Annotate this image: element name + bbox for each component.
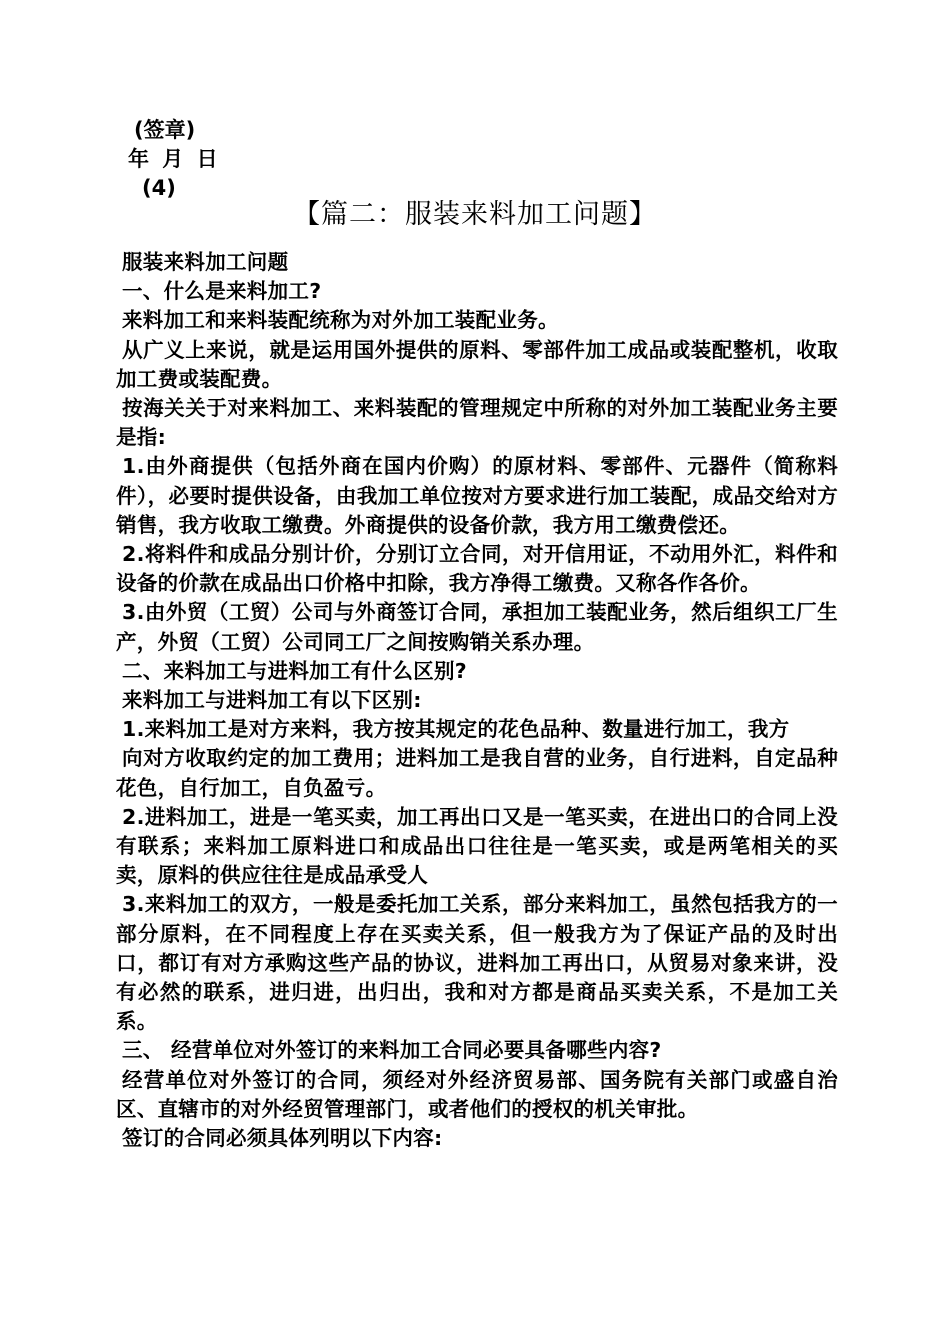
paragraph-doc-title: 服装来料加工问题 [122,250,289,274]
paragraph: 从广义上来说，就是运用国外提供的原料、零部件加工成品或装配整机，收取加工费或装配费。 [116,337,838,391]
date-label: 年 月 日 [128,147,218,171]
paragraph: 来料加工和来料装配统称为对外加工装配业务。 [122,308,559,333]
item-number: (4) [142,176,176,200]
list-item: 3.由外贸（工贸）公司与外商签订合同，承担加工装配业务，然后组织工厂生产，外贸（工贸）公司同工厂之间按购销关系办理。 [116,600,838,654]
signature-block [128,116,218,203]
paragraph: 向对方收取约定的加工费用；进料加工是我自营的业务，自行进料，自定品种花色，自行加工，自负盈亏。 [116,746,838,800]
paragraph-heading-1: 一、什么是来料加工? [122,279,322,304]
paragraph: 来料加工与进料加工有以下区别: [122,688,422,713]
list-item: 1.由外商提供（包括外商在国内价购）的原材料、零部件、元器件（简称料件），必要时提供设备，由我加工单位按对方要求进行加工装配，成品交给对方销售，我方收取工缴费。外商提供的设备价款，我方用工缴费偿还。 [116,454,838,537]
list-item: 3.来料加工的双方，一般是委托加工关系，部分来料加工，虽然包括我方的一部分原料，在不同程度上存在买卖关系，但一般我方为了保证产品的及时出口，都订有对方承购这些产品的协议，进料加工再出口，从贸易对象来讲，没有必然的联系，进归进，出归出，我和对方都是商品买卖关系，不是加工关系。 [116,892,838,1034]
paragraph: 经营单位对外签订的合同，须经对外经济贸易部、国务院有关部门或盛自治区、直辖市的对外经贸管理部门，或者他们的授权的机关审批。 [116,1067,838,1121]
list-item: 2.将料件和成品分别计价，分别订立合同，对开信用证，不动用外汇，料件和设备的价款在成品出口价格中扣除，我方净得工缴费。又称各作各价。 [116,542,838,596]
section-title: 【篇二：服装来料加工问题】 [293,199,657,230]
paragraph-heading-2: 二、来料加工与进料加工有什么区别? [122,658,467,683]
paragraph: 签订的合同必须具体列明以下内容: [122,1126,443,1151]
paragraph-heading-3: 三、 经营单位对外签订的来料加工合同必要具备哪些内容? [122,1038,662,1063]
paragraph: 按海关关于对来料加工、来料装配的管理规定中所称的对外加工装配业务主要是指: [116,396,838,450]
list-item: 2.进料加工，进是一笔买卖，加工再出口又是一笔买卖，在进出口的合同上没有联系；来料加工原料进口和成品出口往往是一笔买卖，或是两笔相关的买卖，原料的供应往往是成品承受人 [116,804,838,888]
signature-label: (签章) [134,118,196,142]
document-body [116,248,838,1153]
list-item: 1.来料加工是对方来料，我方按其规定的花色品种、数量进行加工，我方 [122,717,790,742]
